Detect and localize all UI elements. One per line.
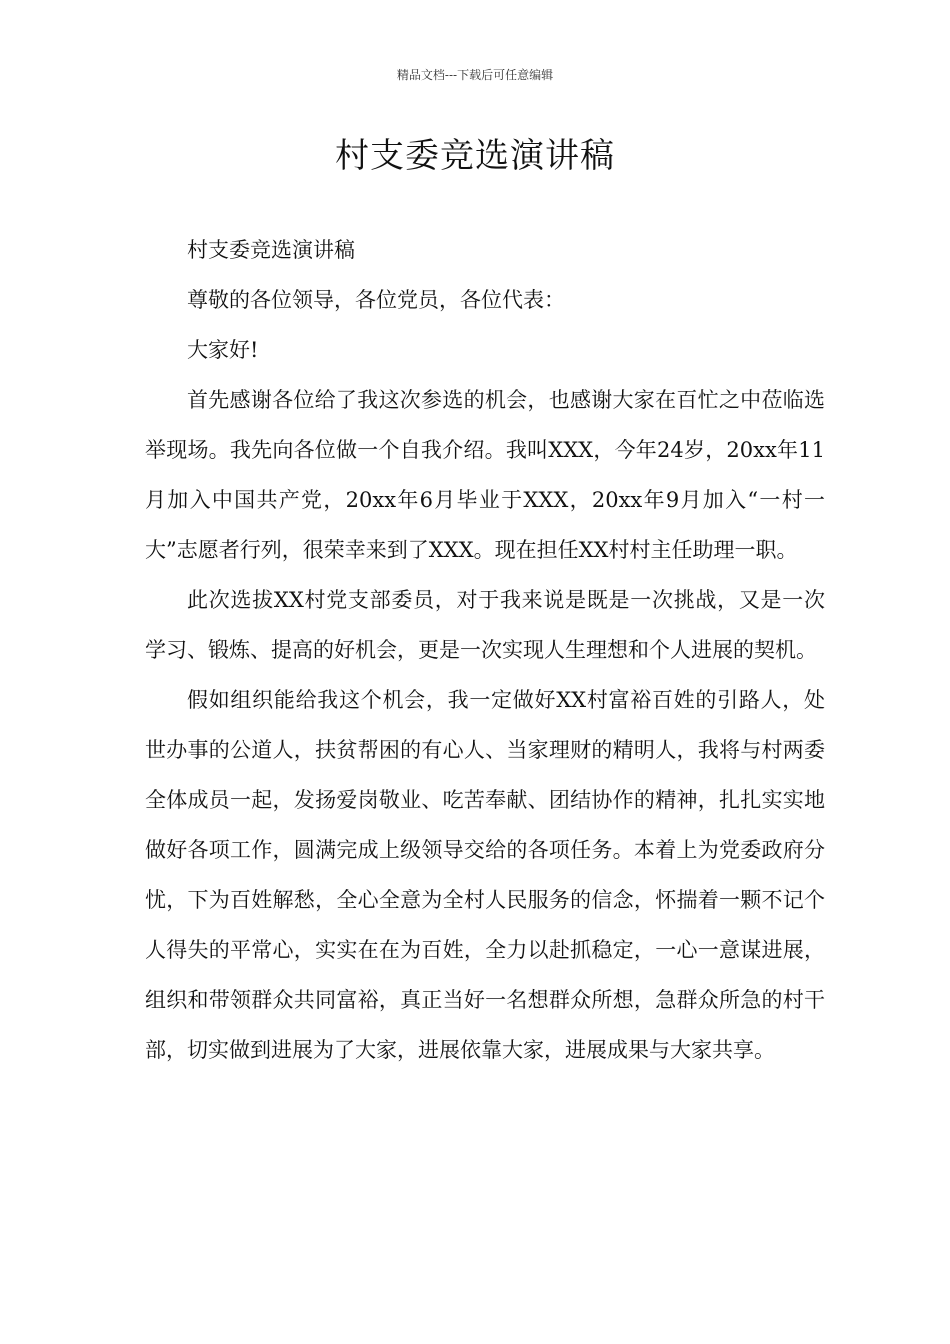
paragraph-commitment: 假如组织能给我这个机会，我一定做好XX村富裕百姓的引路人，处世办事的公道人，扶贫帮困的有心人、当家理财的精明人，我将与村两委全体成员一起，发扬爱岗敬业、吃苦奉献、团结协作的精神，扎扎实实地做好各项工作，圆满完成上级领导交给的各项任务。本着上为党委政府分忧，下为百姓解愁，全心全意为全村人民服务的信念，怀揣着一颗不记个人得失的平常心，实实在在为百姓，全力以赴抓稳定，一心一意谋进展，组织和带领群众共同富裕，真正当好一名想群众所想，急群众所急的村干部，切实做到进展为了大家，进展依靠大家，进展成果与大家共享。: [145, 688, 825, 1062]
paragraph-opportunity: 此次选拔XX村党支部委员，对于我来说是既是一次挑战，又是一次学习、锻炼、提高的好机会，更是一次实现人生理想和个人进展的契机。: [145, 588, 825, 662]
paragraph-introduction: 首先感谢各位给了我这次参选的机会，也感谢大家在百忙之中莅临选举现场。我先向各位做一个自我介绍。我叫XXX，今年24岁，20xx年11月加入中国共产党，20xx年6月毕业于XXX，20xx年9月加入“一村一大”志愿者行列，很荣幸来到了XXX。现在担任XX村村主任助理一职。: [145, 388, 825, 562]
page-header: 精品文档---下载后可任意编辑: [396, 68, 554, 82]
paragraph-greeting: 大家好!: [187, 338, 259, 362]
paragraph-salutation: 尊敬的各位领导，各位党员，各位代表：: [187, 288, 565, 312]
document-title: 村支委竞选演讲稿: [335, 136, 615, 176]
document-body: [145, 225, 825, 1075]
paragraph-subtitle: 村支委竞选演讲稿: [187, 238, 355, 262]
